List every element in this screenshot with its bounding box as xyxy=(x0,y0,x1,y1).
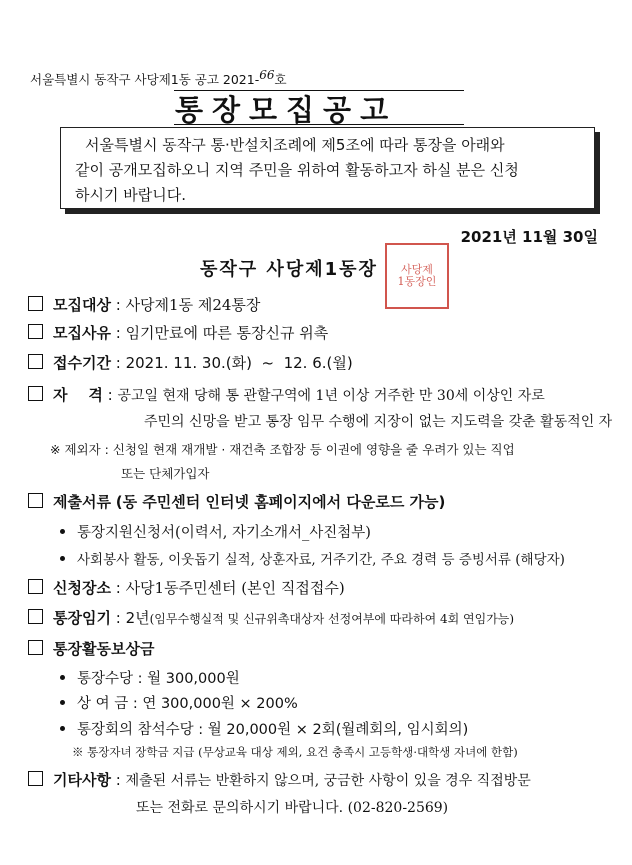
item-compensation xyxy=(28,638,154,659)
bullet-dot-icon xyxy=(60,556,65,561)
intro-box xyxy=(60,127,595,209)
item-documents xyxy=(28,491,445,512)
bullet-text: 통장수당 : 월 300,000원 xyxy=(77,671,240,687)
compensation-bullet xyxy=(60,667,240,688)
exclusion-line: 또는 단체가입자 xyxy=(121,466,210,481)
checkbox-square-icon xyxy=(28,354,43,369)
intro-line: 서울특별시 동작구 통·반설치조례에 제5조에 따라 통장을 아래와 xyxy=(85,136,505,154)
item-target: 모집대상 : 사당제1동 제24통장 xyxy=(28,294,260,315)
checkbox-square-icon xyxy=(28,386,43,401)
bullet-text: 통장회의 참석수당 : 월 20,000원 × 2회(월례회의, 임시회의) xyxy=(77,722,469,738)
checkbox-square-icon xyxy=(28,579,43,594)
item-value-detail: (임무수행실적 및 신규위촉대상자 선정여부에 따라하여 4회 연임가능) xyxy=(149,612,515,626)
document-number-handwritten: 66 xyxy=(259,68,275,82)
checkbox-square-icon xyxy=(28,640,43,655)
item-label: 접수기간 xyxy=(53,354,111,372)
document-bullet xyxy=(60,548,565,568)
scholarship-note: ※ 통장자녀 장학금 지급 (무상교육 대상 제외, 요건 충족시 고등학생·대학생 자녀에 한함) xyxy=(72,745,518,759)
exclusion-note xyxy=(50,440,515,458)
item-label: 통장활동보상금 xyxy=(53,640,155,658)
item-value: 사당제1동 제24통장 xyxy=(125,296,261,314)
item-label: 모집대상 xyxy=(53,296,111,314)
bullet-dot-icon xyxy=(60,675,65,680)
item-label: 신청장소 xyxy=(53,579,111,597)
intro-line: 하시기 바랍니다. xyxy=(75,186,186,204)
exclusion-label: ※ 제외자 : xyxy=(50,442,109,457)
compensation-bullet xyxy=(60,718,468,739)
seal-text-line: 사당제 xyxy=(401,263,433,276)
document-number xyxy=(30,70,287,88)
item-value-line: 제출된 서류는 반환하지 않으며, 궁금한 사항이 있을 경우 직접방문 xyxy=(125,773,531,789)
bullet-text: 상 여 금 : 연 300,000원 × 200% xyxy=(77,696,298,712)
checkbox-square-icon xyxy=(28,609,43,624)
document-number-suffix: 호 xyxy=(274,72,287,87)
item-value-line: 또는 전화로 문의하시기 바랍니다. (02-820-2569) xyxy=(136,800,449,816)
announcement-date: 2021년 11월 30일 xyxy=(460,228,598,246)
official-seal xyxy=(385,243,449,309)
bullet-text: 사회봉사 활동, 이웃돕기 실적, 상훈자료, 거주기간, 주요 경력 등 증빙서류 (해당자) xyxy=(77,552,565,568)
document-bullet xyxy=(60,521,371,542)
item-value: 2021. 11. 30.(화) ~ 12. 6.(월) xyxy=(125,354,353,372)
item-label: 기타사항 xyxy=(53,771,111,789)
compensation-bullet xyxy=(60,692,298,713)
checkbox-square-icon xyxy=(28,771,43,786)
checkbox-square-icon xyxy=(28,324,43,339)
title-bottom-rule xyxy=(174,124,464,125)
issuing-office: 동작구 사당제1동장 xyxy=(200,259,378,280)
item-reason: 모집사유 : 임기만료에 따른 통장신규 위촉 xyxy=(28,322,328,343)
bullet-dot-icon xyxy=(60,529,65,534)
bullet-text: 통장지원신청서(이력서, 자기소개서_사진첨부) xyxy=(77,525,371,541)
item-label: 통장임기 xyxy=(53,609,111,627)
exclusion-line: 신청일 현재 재개발 · 재건축 조합장 등 이권에 영향을 줄 우려가 있는 직업 xyxy=(112,442,515,457)
bullet-dot-icon xyxy=(60,726,65,731)
item-label: 모집사유 xyxy=(53,324,111,342)
item-note: (동 주민센터 인터넷 홈페이지에서 다운로드 가능) xyxy=(115,493,446,511)
document-number-prefix: 서울특별시 동작구 사당제1동 공고 2021- xyxy=(30,72,260,87)
item-other: 기타사항 : 제출된 서류는 반환하지 않으며, 궁금한 사항이 있을 경우 직접방문 xyxy=(28,769,531,790)
item-term: 통장임기 : 2년(임무수행실적 및 신규위촉대상자 선정여부에 따라하여 4회 연임가능) xyxy=(28,607,514,628)
item-value: 사당1동주민센터 (본인 직접접수) xyxy=(125,579,345,597)
bullet-dot-icon xyxy=(60,700,65,705)
item-value: 2년 xyxy=(125,609,150,627)
item-qualification: 자 격 : 공고일 현재 당해 통 관할구역에 1년 이상 거주한 만 30세 이상인 자로 xyxy=(28,384,545,405)
item-value-line: 주민의 신망을 받고 통장 임무 수행에 지장이 없는 지도력을 갖춘 활동적인 자 xyxy=(144,414,613,430)
checkbox-square-icon xyxy=(28,296,43,311)
item-period: 접수기간 : 2021. 11. 30.(화) ~ 12. 6.(월) xyxy=(28,352,353,373)
title-top-rule xyxy=(174,90,464,91)
item-value: 임기만료에 따른 통장신규 위촉 xyxy=(125,324,329,342)
page-title: 통장모집공고 xyxy=(175,93,398,127)
seal-text-line: 1동장인 xyxy=(397,275,437,288)
item-value-line: 공고일 현재 당해 통 관할구역에 1년 이상 거주한 만 30세 이상인 자로 xyxy=(117,388,545,404)
item-place: 신청장소 : 사당1동주민센터 (본인 직접접수) xyxy=(28,577,345,598)
item-label: 제출서류 xyxy=(53,493,111,511)
checkbox-square-icon xyxy=(28,493,43,508)
intro-line: 같이 공개모집하오니 지역 주민을 위하여 활동하고자 하실 분은 신청 xyxy=(75,161,519,179)
item-label: 자 격 xyxy=(53,386,103,404)
